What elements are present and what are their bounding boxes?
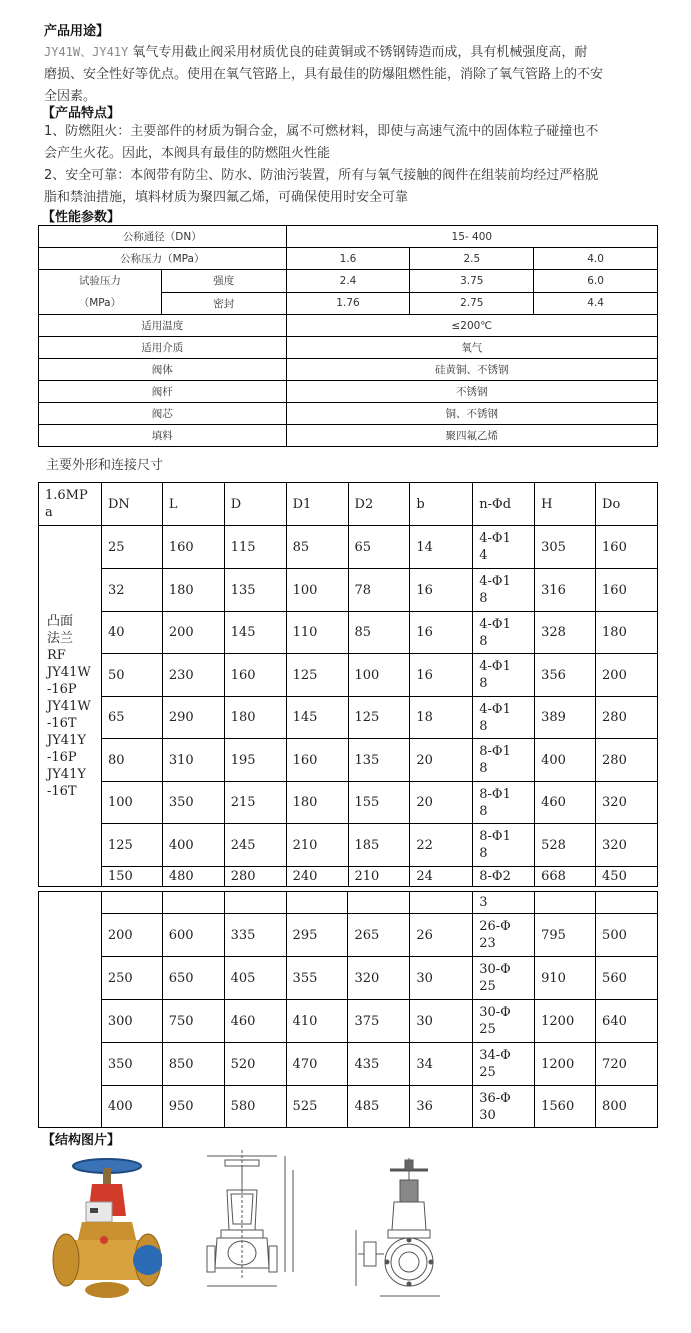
table-row [39,914,658,957]
table-cell: 400 [162,824,224,867]
params-row [39,403,658,425]
table-cell: 100 [348,654,410,697]
table-cell: 356 [535,654,596,697]
table-cell: 85 [286,526,348,569]
table-cell: 265 [348,914,410,957]
param-value: 铜、不锈钢 [286,403,657,425]
param-label: 阀芯 [39,403,287,425]
table-cell: 210 [286,824,348,867]
table-cell: 30-Φ 25 [473,1000,535,1043]
carry-over-value: 3 [473,892,535,914]
valve-photo [52,1156,162,1306]
params-row [39,425,658,447]
param-label: 适用介质 [39,337,287,359]
table-row [39,526,658,569]
table-cell: 1200 [535,1000,596,1043]
table-cell: 4-Φ1 8 [473,612,535,654]
dimensions-table [38,482,658,887]
strength-value: 3.75 [410,270,534,293]
table-cell: 36-Φ 30 [473,1086,535,1128]
table-cell: 310 [162,739,224,782]
table-cell: 1560 [535,1086,596,1128]
table-row [39,782,658,824]
table-cell: 150 [101,867,162,887]
table-cell: 180 [596,612,658,654]
table-cell: 20 [410,782,473,824]
table-cell: 160 [286,739,348,782]
table-cell: 410 [286,1000,348,1043]
col-header: n-Φd [473,483,535,526]
table-cell: 800 [596,1086,658,1128]
table-cell: 4-Φ1 8 [473,654,535,697]
table-cell: 850 [162,1043,224,1086]
table-cell: 30-Φ 25 [473,957,535,1000]
table-cell: 350 [162,782,224,824]
table-cell: 20 [410,739,473,782]
table-cell: 335 [224,914,286,957]
table-cell [162,892,224,914]
table-cell: 4-Φ1 4 [473,526,535,569]
col-header: D1 [286,483,348,526]
param-value: ≤200℃ [286,315,657,337]
table-cell: 300 [101,1000,162,1043]
col-header: b [410,483,473,526]
params-row [39,359,658,381]
table-cell: 245 [224,824,286,867]
table-cell: 400 [101,1086,162,1128]
param-value: 聚四氟乙烯 [286,425,657,447]
table-cell [101,892,162,914]
table-cell: 560 [596,957,658,1000]
param-label: 阀体 [39,359,287,381]
param-label: 阀杆 [39,381,287,403]
table-cell: 145 [286,697,348,739]
table-cell: 200 [596,654,658,697]
feature-line-3: 2、安全可靠：本阀带有防尘、防水、防油污装置，所有与氧气接触的阀件在组装前均经过严格脱 [44,168,599,183]
table-cell: 32 [101,569,162,612]
param-label: 填料 [39,425,287,447]
table-cell: 85 [348,612,410,654]
table-cell: 650 [162,957,224,1000]
table-cell: 65 [101,697,162,739]
col-header: D2 [348,483,410,526]
table-cell: 305 [535,526,596,569]
table-row [39,654,658,697]
table-cell: 65 [348,526,410,569]
structure-title: 【结构图片】 [42,1133,121,1148]
params-title: 【性能参数】 [42,210,121,225]
table-cell: 950 [162,1086,224,1128]
table-cell: 240 [286,867,348,887]
table-cell: 280 [596,697,658,739]
pn-value: 1.6 [286,248,410,270]
table-cell: 50 [101,654,162,697]
table-cell: 30 [410,1000,473,1043]
table-row [39,1043,658,1086]
table-cell: 450 [596,867,658,887]
table-cell: 135 [348,739,410,782]
table-cell: 25 [101,526,162,569]
valve-drawing-front [197,1150,307,1300]
table-cell [410,892,473,914]
col-header: DN [101,483,162,526]
table-cell: 525 [286,1086,348,1128]
feature-line-4: 脂和禁油措施，填料材质为聚四氟乙烯，可确保使用时安全可靠 [44,190,409,205]
dn-label: 公称通径（DN） [39,226,287,248]
table-cell: 435 [348,1043,410,1086]
table-cell: 135 [224,569,286,612]
table-cell: 640 [596,1000,658,1043]
dn-value: 15- 400 [286,226,657,248]
usage-line-1: 氧气专用截止阀采用材质优良的硅黄铜或不锈钢铸造而成，具有机械强度高，耐 [128,45,588,60]
table-row [39,957,658,1000]
table-cell: 4-Φ1 8 [473,697,535,739]
pressure-class: 1.6MP a [39,483,102,526]
table-row [39,612,658,654]
params-row [39,381,658,403]
valve-drawing-side [350,1150,460,1305]
table-cell: 485 [348,1086,410,1128]
table-row [39,824,658,867]
params-table [38,225,658,447]
strength-label: 强度 [161,270,286,293]
table-cell: 280 [596,739,658,782]
table-cell: 155 [348,782,410,824]
table-cell: 100 [101,782,162,824]
table-cell: 290 [162,697,224,739]
table-cell: 180 [224,697,286,739]
features-title: 【产品特点】 [42,106,121,121]
table-cell: 375 [348,1000,410,1043]
table-row [39,867,658,887]
param-value: 不锈钢 [286,381,657,403]
table-cell: 125 [348,697,410,739]
param-value: 氧气 [286,337,657,359]
table-cell: 460 [535,782,596,824]
table-cell: 750 [162,1000,224,1043]
table-cell: 1200 [535,1043,596,1086]
dimensions-table-continued [38,891,658,1128]
table-cell: 795 [535,914,596,957]
model-group-label: 凸面 法兰 RF JY41W -16P JY41W -16T JY41Y -16P JY41Y -16T [39,526,102,887]
table-cell [535,892,596,914]
table-cell: 320 [596,782,658,824]
table-cell: 328 [535,612,596,654]
seal-label: 密封 [161,292,286,315]
usage-text [44,41,654,108]
table-row [39,1000,658,1043]
table-cell: 22 [410,824,473,867]
col-header: D [224,483,286,526]
table-cell: 40 [101,612,162,654]
feature-line-2: 会产生火花。因此，本阀具有最佳的防燃阻火性能 [44,146,331,161]
table-cell: 145 [224,612,286,654]
table-cell: 14 [410,526,473,569]
col-header: H [535,483,596,526]
seal-value: 4.4 [534,292,658,315]
table-row [39,739,658,782]
table-cell: 668 [535,867,596,887]
table-cell: 115 [224,526,286,569]
seal-value: 1.76 [286,292,410,315]
table-cell: 250 [101,957,162,1000]
param-value: 硅黄铜、不锈钢 [286,359,657,381]
table-cell: 320 [596,824,658,867]
pn-label: 公称压力（MPa） [39,248,287,270]
table-cell: 100 [286,569,348,612]
table-cell: 316 [535,569,596,612]
table-cell: 520 [224,1043,286,1086]
table-cell: 16 [410,612,473,654]
table-cell: 210 [348,867,410,887]
params-row [39,315,658,337]
strength-value: 6.0 [534,270,658,293]
table-cell: 195 [224,739,286,782]
table-row [39,1086,658,1128]
table-cell: 8-Φ1 8 [473,782,535,824]
table-cell: 16 [410,654,473,697]
dimensions-header-row [39,483,658,526]
table-cell: 580 [224,1086,286,1128]
table-cell: 389 [535,697,596,739]
table-cell: 8-Φ1 8 [473,739,535,782]
table-cell: 80 [101,739,162,782]
usage-models: JY41W、JY41Y [44,45,129,59]
table-cell: 30 [410,957,473,1000]
table-cell: 160 [596,569,658,612]
table-cell: 355 [286,957,348,1000]
dimensions-caption: 主要外形和连接尺寸 [46,458,164,473]
table-cell: 350 [101,1043,162,1086]
table-cell: 4-Φ1 8 [473,569,535,612]
table-cell: 400 [535,739,596,782]
table-cell: 125 [101,824,162,867]
table-cell: 600 [162,914,224,957]
feature-line-1: 1、防燃阻火：主要部件的材质为铜合金，属不可燃材料，即使与高速气流中的固体粒子碰撞也不 [44,124,599,139]
table-cell: 16 [410,569,473,612]
param-label: 适用温度 [39,315,287,337]
table-cell: 480 [162,867,224,887]
table-cell: 280 [224,867,286,887]
pn-value: 4.0 [534,248,658,270]
pn-value: 2.5 [410,248,534,270]
table-cell: 26-Φ 23 [473,914,535,957]
table-cell: 185 [348,824,410,867]
seal-value: 2.75 [410,292,534,315]
table-cell: 320 [348,957,410,1000]
strength-value: 2.4 [286,270,410,293]
table-cell: 24 [410,867,473,887]
table-cell: 78 [348,569,410,612]
table-cell: 180 [162,569,224,612]
table-row [39,892,658,914]
table-cell: 200 [101,914,162,957]
table-cell: 910 [535,957,596,1000]
table-cell: 215 [224,782,286,824]
table-row [39,569,658,612]
table-cell [286,892,348,914]
table-cell [596,892,658,914]
table-cell: 460 [224,1000,286,1043]
params-row [39,337,658,359]
table-cell: 230 [162,654,224,697]
params-row-strength [39,270,658,293]
table-cell: 125 [286,654,348,697]
usage-line-3: 全因素。 [44,89,97,104]
table-cell: 720 [596,1043,658,1086]
table-cell [224,892,286,914]
table-cell: 200 [162,612,224,654]
table-cell: 8-Φ2 [473,867,535,887]
table-cell: 470 [286,1043,348,1086]
col-header: Do [596,483,658,526]
table-cell: 34 [410,1043,473,1086]
table-row [39,697,658,739]
empty-group-cell [39,892,102,1128]
usage-title: 产品用途】 [44,24,110,39]
table-cell: 18 [410,697,473,739]
table-cell: 180 [286,782,348,824]
test-pressure-label: 试验压力 （MPa） [39,270,162,315]
table-cell: 500 [596,914,658,957]
params-row-pn [39,248,658,270]
table-cell: 8-Φ1 8 [473,824,535,867]
table-cell [348,892,410,914]
table-cell: 34-Φ 25 [473,1043,535,1086]
table-cell: 528 [535,824,596,867]
features-text [44,121,654,209]
table-cell: 160 [162,526,224,569]
table-cell: 36 [410,1086,473,1128]
usage-line-2: 磨损、安全性好等优点。使用在氧气管路上，具有最佳的防爆阻燃性能，消除了氧气管路上的不安 [44,67,604,82]
table-cell: 160 [224,654,286,697]
table-cell: 405 [224,957,286,1000]
table-cell: 26 [410,914,473,957]
table-cell: 295 [286,914,348,957]
table-cell: 160 [596,526,658,569]
col-header: L [162,483,224,526]
params-row-dn [39,226,658,248]
table-cell: 110 [286,612,348,654]
